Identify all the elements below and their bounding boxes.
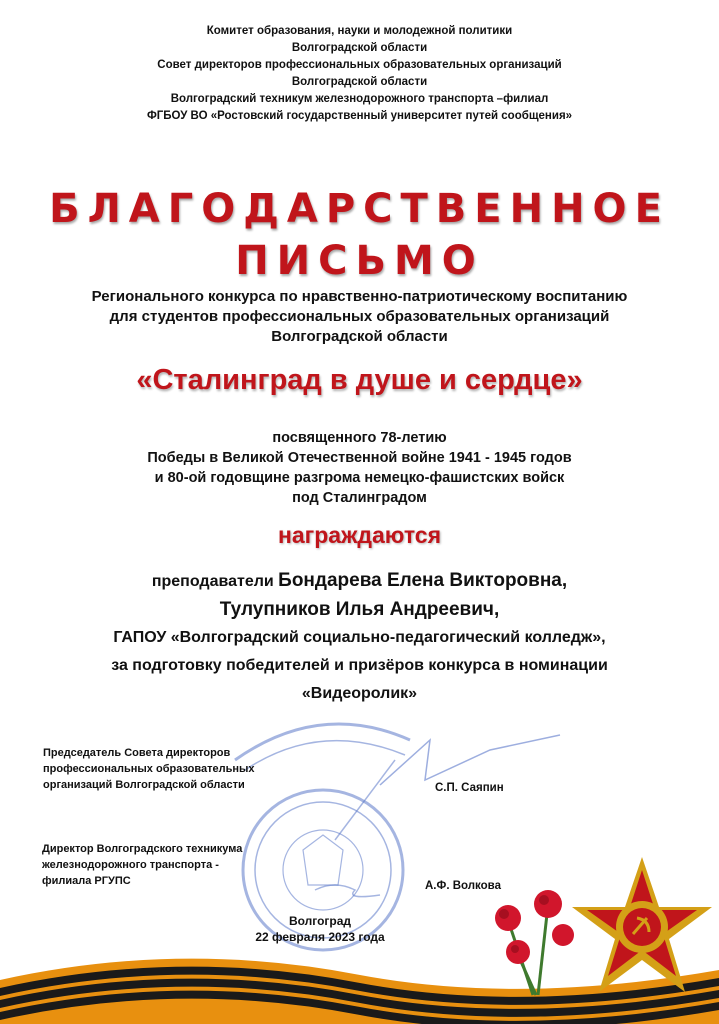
signature-name-director: А.Ф. Волкова [425, 880, 501, 892]
signature-title-line: профессиональных образовательных [43, 763, 255, 775]
dedication-line: и 80-ой годовщине разгрома немецко-фашистских войск [154, 470, 565, 486]
contest-line: для студентов профессиональных образовательных организаций [109, 308, 610, 325]
dedication-line: Победы в Великой Отечественной войне 1941 - 1945 годов [147, 450, 572, 466]
city: Волгоград [288, 914, 352, 928]
contest-line: Волгоградской области [271, 328, 448, 345]
contest-line: Регионального конкурса по нравственно-патриотическому воспитанию [91, 288, 628, 305]
signature-name-chairman: С.П. Саяпин [435, 782, 504, 794]
recipient-line-1 [0, 567, 719, 596]
title-line-2: ПИСЬМО [235, 238, 484, 284]
organization-header [0, 23, 719, 125]
header-line: Совет директоров профессиональных образовательных организаций [157, 59, 562, 71]
recipient-organization: ГАПОУ «Волгоградский социально-педагогический колледж», [113, 629, 606, 646]
dedication-line: посвященного 78-летию [272, 430, 447, 446]
date: 22 февраля 2023 года [255, 930, 385, 944]
recipient-prefix: преподаватели [151, 573, 279, 590]
header-line: Комитет образования, науки и молодежной политики [206, 25, 513, 37]
signature-title-line: филиала РГУПС [42, 875, 131, 887]
dedication [0, 428, 719, 508]
contest-description [0, 287, 719, 347]
title-line-1: БЛАГОДАРСТВЕННОЕ [49, 186, 670, 232]
recipient-name-1: Бондарева Елена Викторовна, [278, 570, 568, 591]
awarded-heading: награждаются [277, 522, 442, 548]
signature-title-line: Директор Волгоградского техникума [42, 843, 243, 855]
document-title [0, 183, 719, 287]
contest-name: «Сталинград в душе и сердце» [136, 364, 583, 396]
signature-block-director [42, 841, 242, 889]
signature-title-line: Председатель Совета директоров [43, 747, 231, 759]
header-line: Волгоградской области [291, 76, 428, 88]
header-line: ФГБОУ ВО «Ростовский государственный университет путей сообщения» [146, 110, 573, 122]
award-reason: за подготовку победителей и призёров конкурса в номинации [111, 657, 608, 674]
header-line: Волгоградский техникум железнодорожного транспорта –филиал [170, 93, 549, 105]
signature-block-chairman [43, 745, 255, 793]
recipients [0, 567, 719, 708]
nomination: «Видеоролик» [301, 685, 418, 702]
signature-title-line: организаций Волгоградской области [43, 779, 245, 791]
order-of-patriotic-war-star-icon [567, 852, 717, 1002]
dedication-line: под Сталинградом [292, 490, 427, 506]
signature-title-line: железнодорожного транспорта - [42, 859, 219, 871]
header-line: Волгоградской области [291, 42, 428, 54]
recipient-name-2: Тулупников Илья Андреевич, [219, 599, 500, 620]
